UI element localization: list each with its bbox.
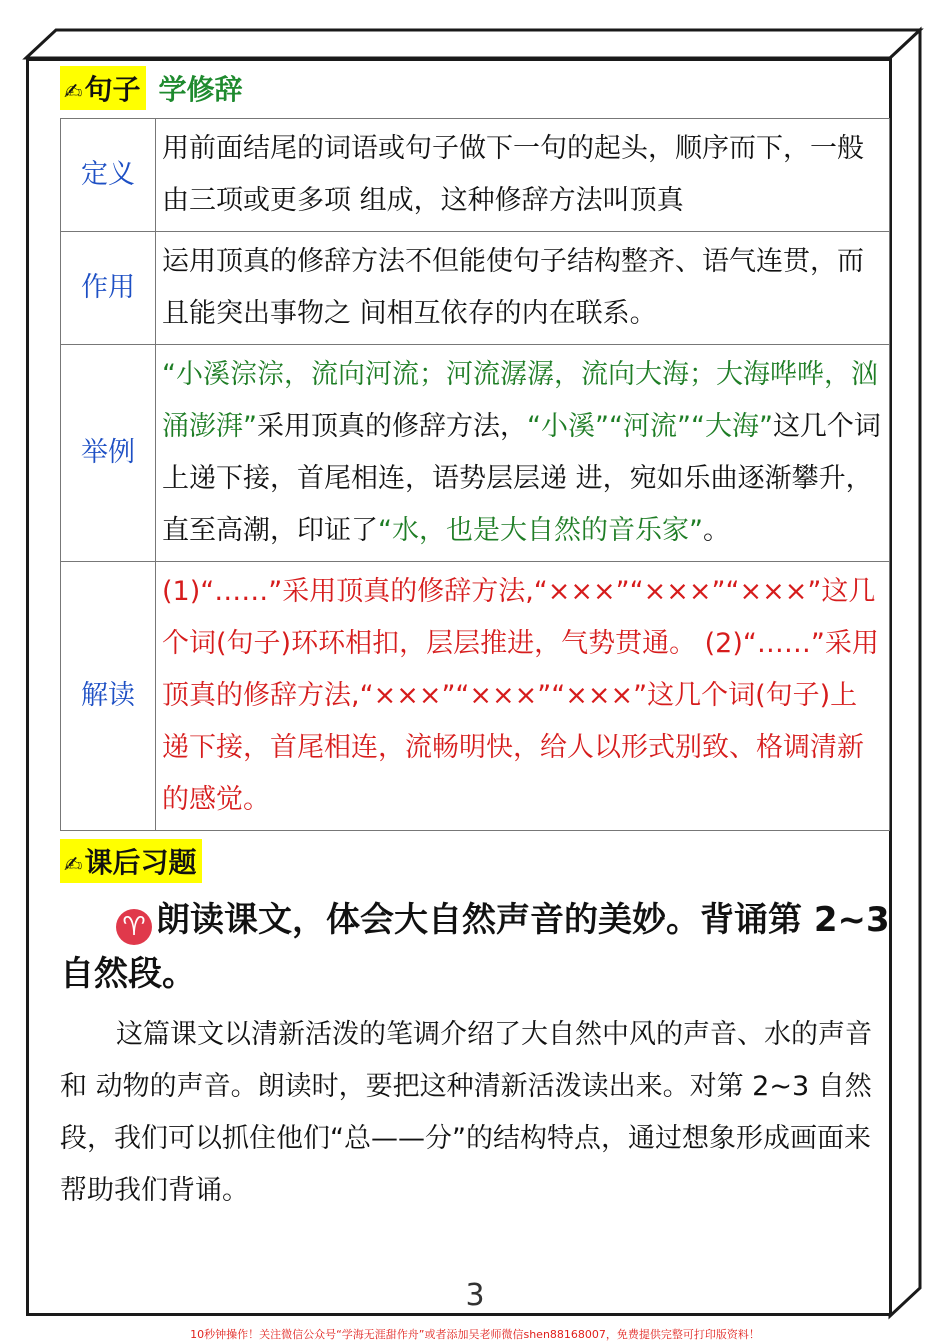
interpretation-text: (1)“……”采用顶真的修辞方法,“×××”“×××”“×××”这几个词(句子)环环相扣，层层推进，气势贯通。 (2)“……”采用顶真的修辞方法,“×××”“×××”“×××”这几个词(句子)上递下接，首尾相连，流畅明快，给人以形式别致、格调清新的感觉。 [156,562,890,831]
row-label-function: 作用 [61,232,156,345]
exercise-answer: 这篇课文以清新活泼的笔调介绍了大自然中风的声音、水的声音和 动物的声音。朗读时，要把这种清新活泼读出来。对第 2~3 自然段，我们可以抓住他们“总——分”的结构特点，通过想象形成画面来帮助我们背诵。 [60,1019,872,1206]
pen-icon: ✍ [64,853,83,878]
pen-icon: ✍ [64,80,83,105]
rhetoric-table [60,118,890,831]
row-label-definition: 定义 [61,119,156,232]
table-row [61,232,890,345]
section-subtitle: 学修辞 [158,73,243,106]
exercises-header [60,839,890,883]
page-number: 3 [465,1278,485,1313]
example-conclusion: “水，也是大自然的音乐家” [378,515,703,546]
exercise-question: ♈ 朗读课文，体会大自然声音的美妙。背诵第 2~3 自然段。 [60,900,890,994]
exercises-tag: ✍课后习题 [60,839,202,883]
row-label-interpretation: 解读 [61,562,156,831]
table-row [61,345,890,562]
function-text: 运用顶真的修辞方法不但能使句子结构整齐、语气连贯，而且能突出事物之 间相互依存的内在联系。 [156,232,890,345]
page-content [60,66,890,1217]
section-header [60,66,890,110]
example-text: “小溪淙淙，流向河流；河流潺潺，流向大海；大海哗哗，汹涌澎湃”采用顶真的修辞方法，“小溪”“河流”“大海”这几个词上递下接，首尾相连，语势层层递 进，宛如乐曲逐渐攀升，直至高潮，印证了“水，也是大自然的音乐家”。 [156,345,890,562]
table-row [61,562,890,831]
footer-note: 10秒钟操作！关注微信公众号“学海无涯甜作舟”或者添加吴老师微信shen88168007，免费提供完整可打印版资料！ [190,1328,760,1341]
aries-icon: ♈ [116,909,152,945]
table-row [61,119,890,232]
example-keywords: “小溪”“河流”“大海” [527,411,773,442]
example-quote: “小溪淙淙，流向河流；河流潺潺，流向大海；大海哗哗，汹涌澎湃” [162,359,878,442]
row-label-example: 举例 [61,345,156,562]
definition-text: 用前面结尾的词语或句子做下一句的起头，顺序而下，一般由三项或更多项 组成，这种修辞方法叫顶真 [156,119,890,232]
sentence-tag: ✍句子 [60,66,146,110]
